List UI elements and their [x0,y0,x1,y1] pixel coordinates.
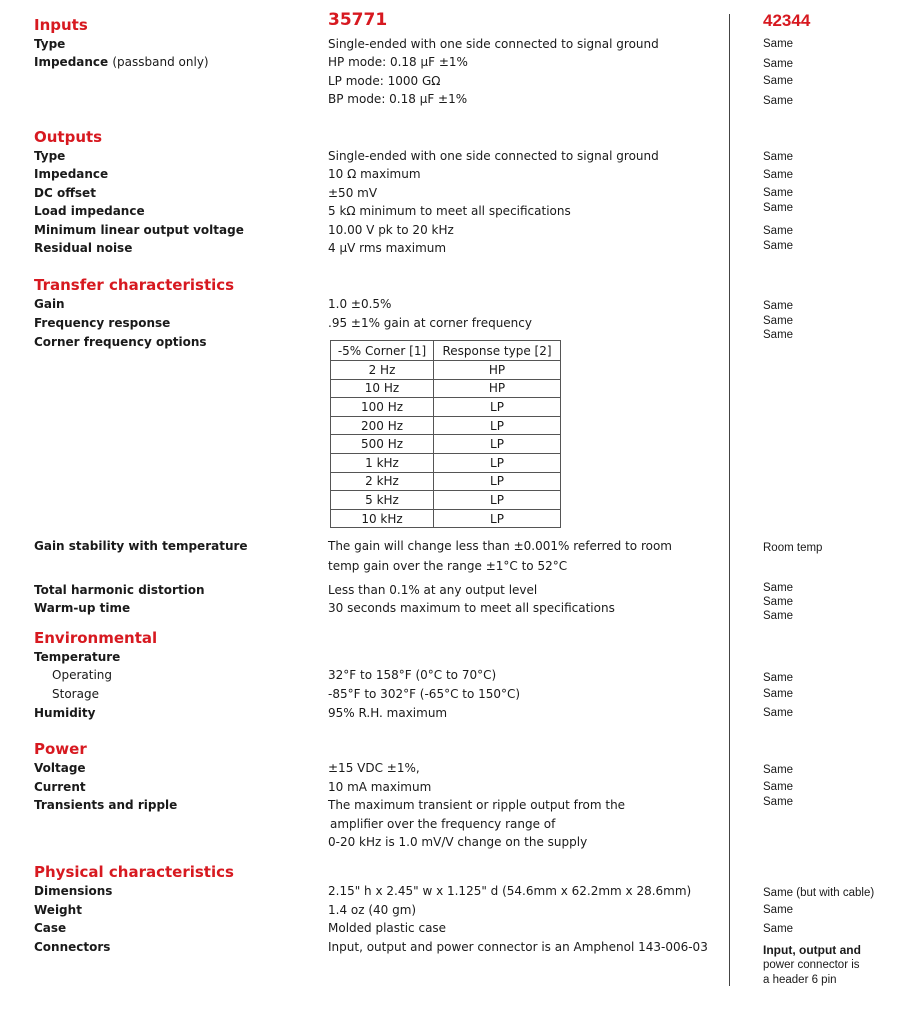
spec-value-voltage: ±15 VDC ±1%, [328,761,420,775]
spec-alt-thd: Same [763,582,794,594]
section-heading-physical: Physical characteristics [34,863,234,881]
table-cell-response: LP [434,416,561,435]
spec-alt-connectors-line3: a header 6 pin [763,974,837,986]
spec-alt-connectors-line1: Input, output and [763,943,861,957]
spec-alt-dc-offset: Same [763,187,794,199]
spec-label-output-type: Type [34,149,66,163]
table-cell-response: LP [434,472,561,491]
table-row [331,379,561,398]
spec-label-case: Case [34,921,67,935]
spec-label-warmup: Warm-up time [34,601,131,615]
spec-label-gain-stability: Gain stability with temperature [34,539,248,553]
table-cell-corner: 1 kHz [331,453,434,472]
table-cell-response: HP [434,379,561,398]
spec-value-impedance-hp: HP mode: 0.18 µF ±1% [328,55,468,69]
impedance-label-text: Impedance [34,55,109,69]
spec-label-frequency-response: Frequency response [34,316,171,330]
spec-label-min-output-voltage: Minimum linear output voltage [34,223,244,237]
table-cell-corner: 5 kHz [331,491,434,510]
spec-alt-current: Same [763,781,794,793]
spec-alt-corner-frequency: Same [763,329,794,341]
spec-value-humidity: 95% R.H. maximum [328,706,448,720]
spec-value-dc-offset: ±50 mV [328,186,378,200]
table-row [331,491,561,510]
spec-label-input-impedance [34,55,209,69]
table-cell-response: LP [434,509,561,528]
spec-value-gain-stability-line1: The gain will change less than ±0.001% referred to room [328,539,672,553]
spec-value-impedance-lp: LP mode: 1000 GΩ [328,74,441,88]
spec-label-gain: Gain [34,297,65,311]
table-cell-corner: 200 Hz [331,416,434,435]
table-cell-response: HP [434,361,561,380]
spec-alt-load-impedance: Same [763,202,794,214]
spec-value-thd: Less than 0.1% at any output level [328,583,538,597]
spec-label-dc-offset: DC offset [34,186,96,200]
spec-alt-storage: Same [763,688,794,700]
spec-label-transients: Transients and ripple [34,798,178,812]
spec-alt-gain-stability: Room temp [763,542,823,554]
spec-value-weight: 1.4 oz (40 gm) [328,903,417,917]
spec-value-case: Molded plastic case [328,921,447,935]
table-row [331,453,561,472]
spec-alt-weight: Same [763,904,794,916]
spec-value-warmup: 30 seconds maximum to meet all specifications [328,601,615,615]
table-cell-response: LP [434,435,561,454]
table-row [331,361,561,380]
spec-value-frequency-response: .95 ±1% gain at corner frequency [328,316,532,330]
spec-alt-dimensions: Same (but with cable) [763,887,875,899]
spec-value-operating: 32°F to 158°F (0°C to 70°C) [328,668,497,682]
part-number-primary: 35771 [328,10,388,30]
spec-label-operating: Operating [52,668,112,682]
spec-value-storage: -85°F to 302°F (-65°C to 150°C) [328,687,521,701]
table-cell-corner: 2 kHz [331,472,434,491]
spec-alt-warmup: Same [763,596,794,608]
spec-alt-impedance-hp: Same [763,58,794,70]
spec-alt-operating: Same [763,672,794,684]
table-row [331,435,561,454]
spec-value-dimensions: 2.15" h x 2.45" w x 1.125" d (54.6mm x 62.2mm x 28.6mm) [328,884,692,898]
spec-alt-voltage: Same [763,764,794,776]
table-cell-response: LP [434,491,561,510]
spec-alt-impedance-lp: Same [763,75,794,87]
spec-alt-residual-noise: Same [763,240,794,252]
spec-value-gain: 1.0 ±0.5% [328,297,392,311]
section-heading-inputs: Inputs [34,16,88,34]
spec-alt-gain: Same [763,300,794,312]
spec-alt-output-type: Same [763,151,794,163]
spec-label-output-impedance: Impedance [34,167,109,181]
impedance-note: (passband only) [112,55,209,69]
spec-alt-frequency-response: Same [763,315,794,327]
spec-label-voltage: Voltage [34,761,86,775]
spec-value-output-type: Single-ended with one side connected to signal ground [328,149,659,163]
spec-alt-min-output-voltage: Same [763,225,794,237]
spec-alt-connectors-line2: power connector is [763,959,860,971]
spec-label-storage: Storage [52,687,99,701]
table-row [331,398,561,417]
spec-value-input-type: Single-ended with one side connected to signal ground [328,37,659,51]
table-header-corner: -5% Corner [1] [331,341,434,361]
spec-alt-humidity: Same [763,707,794,719]
spec-value-residual-noise: 4 µV rms maximum [328,241,447,255]
spec-value-connectors: Input, output and power connector is an Amphenol 143-006-03 [328,940,708,954]
spec-value-impedance-bp: BP mode: 0.18 µF ±1% [328,92,468,106]
corner-frequency-table [330,340,561,528]
spec-value-transients-line3: 0-20 kHz is 1.0 mV/V change on the supply [328,835,588,849]
spec-label-dimensions: Dimensions [34,884,113,898]
table-cell-corner: 10 Hz [331,379,434,398]
column-divider [729,14,730,986]
part-number-alternate: 42344 [763,11,811,30]
spec-label-input-type: Type [34,37,66,51]
spec-label-corner-frequency: Corner frequency options [34,335,207,349]
section-heading-transfer: Transfer characteristics [34,276,235,294]
table-row [331,472,561,491]
table-cell-response: LP [434,398,561,417]
spec-label-load-impedance: Load impedance [34,204,145,218]
section-heading-outputs: Outputs [34,128,103,146]
spec-value-transients-line2: amplifier over the frequency range of [330,817,556,831]
table-header-response-type: Response type [2] [434,341,561,361]
spec-alt-impedance-bp: Same [763,95,794,107]
spec-alt-case: Same [763,923,794,935]
section-heading-environmental: Environmental [34,629,158,647]
spec-value-min-output-voltage: 10.00 V pk to 20 kHz [328,223,454,237]
spec-alt-warmup-extra: Same [763,610,794,622]
spec-alt-transients: Same [763,796,794,808]
spec-label-connectors: Connectors [34,940,111,954]
spec-value-output-impedance: 10 Ω maximum [328,167,421,181]
table-row [331,509,561,528]
table-cell-corner: 100 Hz [331,398,434,417]
spec-value-load-impedance: 5 kΩ minimum to meet all specifications [328,204,571,218]
spec-value-gain-stability-line2: temp gain over the range ±1°C to 52°C [328,559,568,573]
table-cell-corner: 10 kHz [331,509,434,528]
spec-label-residual-noise: Residual noise [34,241,133,255]
spec-label-humidity: Humidity [34,706,96,720]
table-row [331,416,561,435]
spec-label-temperature: Temperature [34,650,121,664]
table-cell-corner: 500 Hz [331,435,434,454]
spec-alt-input-type: Same [763,38,794,50]
table-cell-corner: 2 Hz [331,361,434,380]
spec-value-current: 10 mA maximum [328,780,432,794]
spec-label-current: Current [34,780,86,794]
table-cell-response: LP [434,453,561,472]
spec-label-weight: Weight [34,903,82,917]
spec-alt-output-impedance: Same [763,169,794,181]
spec-value-transients-line1: The maximum transient or ripple output from the [328,798,626,812]
section-heading-power: Power [34,740,87,758]
table-header-row [331,341,561,361]
spec-label-thd: Total harmonic distortion [34,583,205,597]
